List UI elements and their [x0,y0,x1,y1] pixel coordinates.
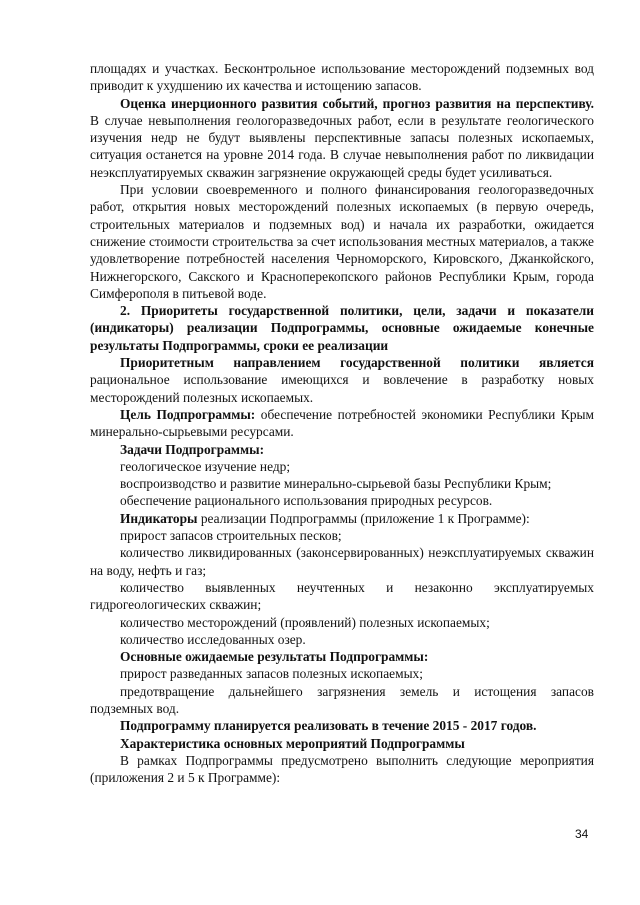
paragraph-groundwater: площадях и участках. Бесконтрольное использование месторождений подземных вод приводит к ухудшению их качества и истощению запасов. [90,61,594,94]
list-item: количество выявленных неучтенных и незаконно эксплуатируемых гидрогеологических скважин; [90,579,594,613]
inline-heading-indicators: Индикаторы [120,510,198,526]
subheading-main-activities: Характеристика основных мероприятий Подпрограммы [120,735,465,751]
paragraph-goal [90,406,594,441]
paragraph-activities: В рамках Подпрограммы предусмотрено выполнить следующие мероприятия (приложения 2 и 5 к Программе): [90,752,594,786]
inline-heading-priority: Приоритетным направлением государственной политики является [120,355,594,371]
list-item: прирост запасов строительных песков; [120,528,342,544]
list-item: количество исследованных озер. [120,631,306,647]
paragraph-financing: При условии своевременного и полного финансирования геологоразведочных работ, открытия новых месторождений полезных ископаемых (в первую очередь, строительных материалов и подземных вод) и начала их разработки, ожидается снижение стоимости строительства за счет использования местных материалов, а также удовлетворение потребностей населения Черноморского, Кировского, Джанкойского, Нижнегорского, Сакского и Красноперекопского районов Республики Крым, города Симферополя в питьевой воде. [90,182,594,301]
paragraph-priority-direction [90,354,594,406]
list-item: предотвращение дальнейшего загрязнения земель и истощения запасов подземных вод. [90,683,594,716]
list-item: количество месторождений (проявлений) полезных ископаемых; [120,614,490,630]
list-item: количество ликвидированных (законсервированных) неэксплуатируемых скважин на воду, нефть и газ; [90,545,594,578]
list-item: геологическое изучение недр; [120,458,291,474]
section-heading-priorities: 2. Приоритеты государственной политики, цели, задачи и показатели (индикаторы) реализации Подпрограммы, основные ожидаемые конечные результаты Подпрограммы, сроки ее реализации [90,303,594,353]
subheading-timeline: Подпрограмму планируется реализовать в течение 2015 - 2017 годов. [120,718,537,734]
list-item: обеспечение рационального использования природных ресурсов. [120,493,493,509]
paragraph-inertial-forecast [90,95,594,181]
subheading-tasks: Задачи Подпрограммы: [120,441,265,457]
page-number: 34 [575,827,589,841]
paragraph-text: В случае невыполнения геологоразведочных работ, если в результате геологического изучения недр не будут выявлены перспективные запасы полезных ископаемых, ситуация останется на уровне 2014 года. В случае невыполнения работ по ликвидации неэксплуатируемых скважин загрязнение окружающей среды будет усиливаться. [90,112,594,180]
paragraph-indicators [90,510,594,527]
inline-heading-goal: Цель Подпрограммы: [120,406,256,422]
inline-heading-forecast: Оценка инерционного развития событий, прогноз развития на перспективу. [120,95,594,111]
paragraph-text: рациональное использование имеющихся и вовлечение в разработку новых месторождений полезных ископаемых. [90,372,594,405]
subheading-expected-results: Основные ожидаемые результаты Подпрограммы: [120,649,429,665]
document-body [90,60,594,786]
list-item: прирост разведанных запасов полезных ископаемых; [120,666,423,682]
paragraph-text: реализации Подпрограммы (приложение 1 к Программе): [197,510,530,526]
paragraph-text: обеспечение потребностей экономики Республики Крым минерально-сырьевыми ресурсами. [90,406,594,440]
list-item: воспроизводство и развитие минерально-сырьевой базы Республики Крым; [120,476,552,492]
